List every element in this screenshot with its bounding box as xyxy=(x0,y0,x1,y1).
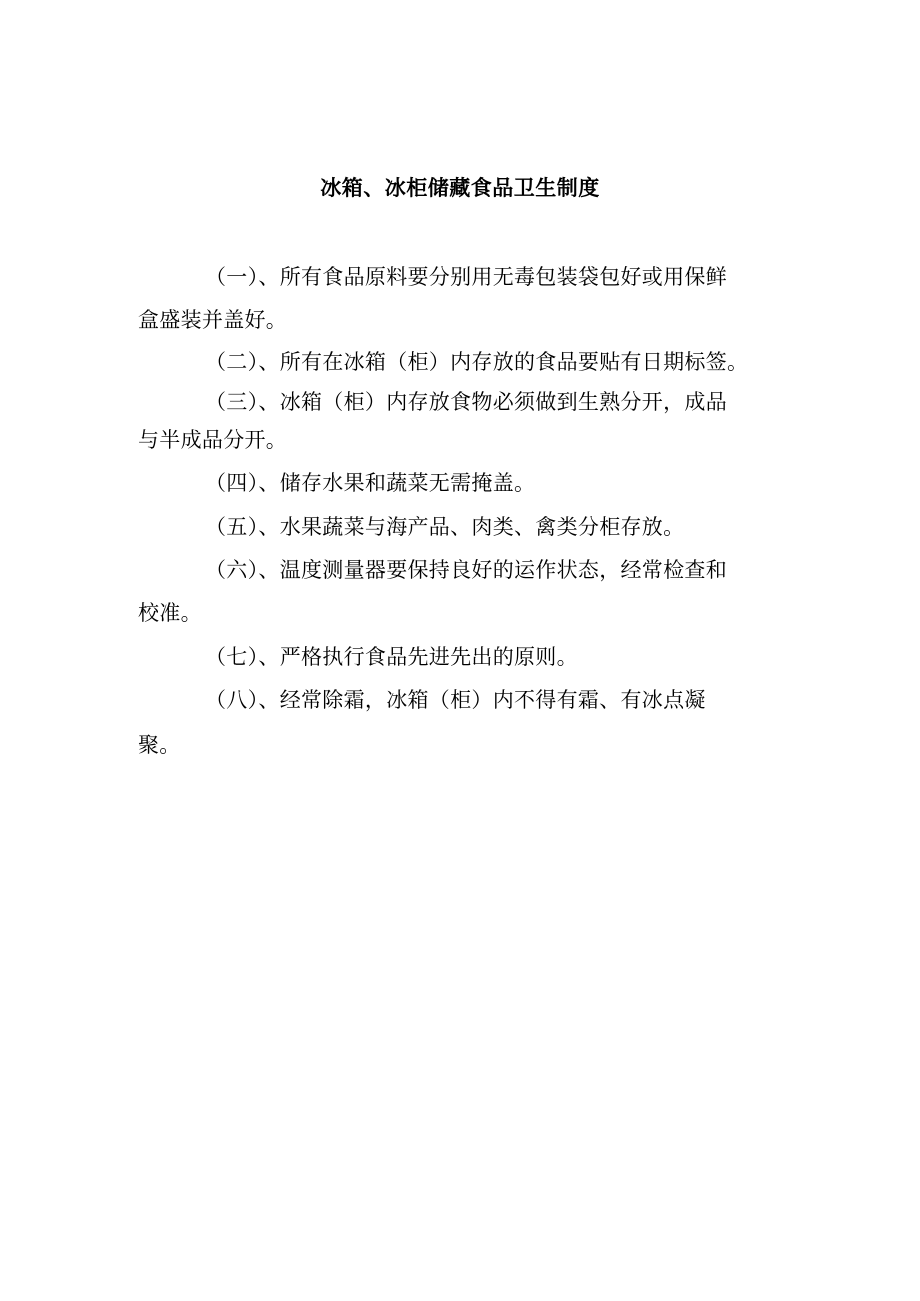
rule-3-line-1: （三）、冰箱（柜）内存放食物必须做到生熟分开，成品 xyxy=(205,390,727,414)
rule-1-line-2: 盒盛装并盖好。 xyxy=(138,308,288,332)
rule-8-line-2: 聚。 xyxy=(138,733,181,757)
rule-2-line-1: （二）、所有在冰箱（柜）内存放的食品要贴有日期标签。 xyxy=(205,350,749,374)
rule-7-line-1: （七）、严格执行食品先进先出的原则。 xyxy=(205,645,578,669)
rule-3-line-2: 与半成品分开。 xyxy=(138,428,288,452)
rule-4-line-1: （四）、储存水果和蔬菜无需掩盖。 xyxy=(205,471,536,495)
rule-8-line-1: （八）、经常除霜，冰箱（柜）内不得有霜、有冰点凝 xyxy=(205,688,706,712)
rule-6-line-2: 校准。 xyxy=(138,601,202,625)
rule-6-line-1: （六）、温度测量器要保持良好的运作状态，经常检查和 xyxy=(205,558,727,582)
rule-1-line-1: （一）、所有食品原料要分别用无毒包装袋包好或用保鲜 xyxy=(205,265,727,289)
document-title: 冰箱、冰柜储藏食品卫生制度 xyxy=(320,176,600,200)
rule-5-line-1: （五）、水果蔬菜与海产品、肉类、禽类分柜存放。 xyxy=(205,515,685,539)
